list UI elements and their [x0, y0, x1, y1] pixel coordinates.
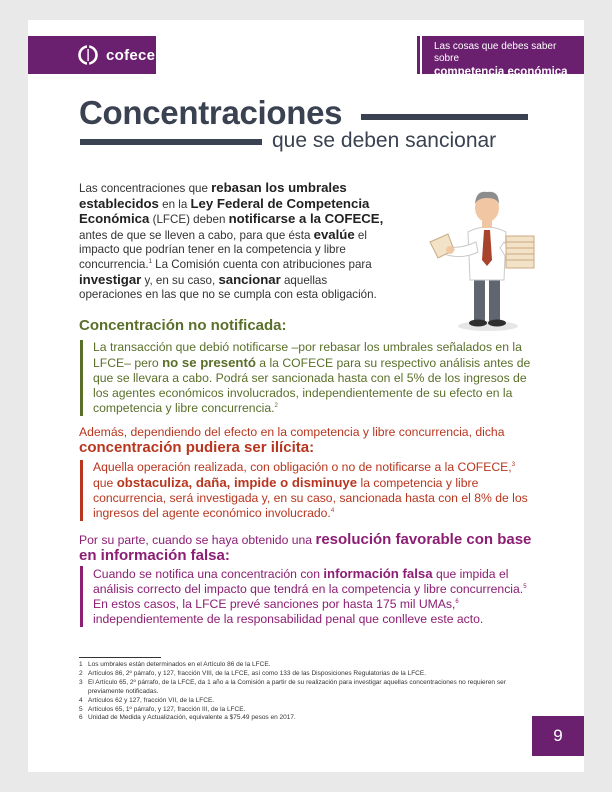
- section1-quote: La transacción que debió notificarse –por rebasar los umbrales señalados en la LFCE– pero no se presentó a la COFECE para su respectivo análisis antes de que se llevara a cabo. Podrá ser sancionada hasta con el 5% de los ingresos de los agentes económicos involucrados, independientemente de su efecto en la competencia y libre concurrencia.$^2$: [80, 340, 540, 416]
- page-number: 9: [532, 716, 584, 756]
- header-subtitle: Las cosas que debes saber sobre: [434, 41, 557, 64]
- section3-quote: Cuando se notifica una concentración con información falsa que impida el análisis correcto del impacto que tendrá en la competencia y libre concurrencia.$^5$ En estos casos, la LFCE prevé sanciones por hasta 175 mil UMAs,$^6$ independientemente de la responsabilidad penal que conlleve este acto.: [80, 566, 540, 627]
- section2-lead: Además, dependiendo del efecto en la competencia y libre concurrencia, dicha concentración pudiera ser ilícita:: [79, 425, 505, 456]
- cofece-logo-icon: [78, 45, 98, 65]
- page-subtitle: que se deben sancionar: [272, 129, 497, 152]
- intro-paragraph: Las concentraciones que rebasan los umbrales establecidos en la Ley Federal de Competencia Económica (LFCE) deben notificarse a la COFECE, antes de que se lleven a cabo, para que ésta evalúe el impacto que podrían tener en la competencia y libre concurrencia.$^1$ La Comisión cuenta con atribuciones para investigar y, en su caso, sancionar aquellas operaciones en las que no se cumpla con esta obligación.: [79, 180, 384, 302]
- page: [28, 20, 584, 772]
- footnote: 6 Unidad de Medida y Actualización, equivalente a $75.49 pesos en 2017.: [79, 714, 296, 722]
- footnote: 3 El Artículo 65, 2º párrafo, de la LFCE, da 1 año a la Comisión a partir de su realización para investigar aquellas concentraciones no requieren ser previamente notificadas.: [79, 678, 506, 695]
- section1-title: Concentración no notificada:: [79, 317, 287, 334]
- header-tagline: [422, 36, 584, 78]
- footnote: 1 Los umbrales están determinados en el Artículo 86 de la LFCE.: [79, 661, 271, 668]
- header-main: competencia económica: [434, 66, 568, 78]
- subtitle-divider: [80, 139, 262, 145]
- logo-text: cofece: [106, 46, 156, 64]
- footnote-divider: [79, 657, 161, 658]
- businessman-illustration: [400, 184, 540, 334]
- section3-lead: Por su parte, cuando se haya obtenido una resolución favorable con base en información falsa:: [79, 531, 532, 564]
- section2-quote: Aquella operación realizada, con obligación o no de notificarse a la COFECE,$^3$ que obstaculiza, daña, impide o disminuye la competencia y libre concurrencia, será investigada y, en su caso, sancionada hasta con el 8% de los ingresos del agente económico involucrado.$^4$: [80, 460, 538, 521]
- footnote: 2 Artículos 86, 2º párrafo, y 127, fracción VIII, de la LFCE, así como 133 de las Disposiciones Regulatorias de la LFCE.: [79, 669, 427, 677]
- title-divider: [361, 114, 528, 120]
- footnotes: [79, 661, 509, 723]
- footnote: 5 Artículos 65, 1º párrafo, y 127, fracción III, de la LFCE.: [79, 705, 246, 713]
- footnote: 4 Artículos 62 y 127, fracción VII, de la LFCE.: [79, 696, 215, 704]
- page-title: Concentraciones: [79, 94, 343, 131]
- logo-bar: [28, 36, 156, 74]
